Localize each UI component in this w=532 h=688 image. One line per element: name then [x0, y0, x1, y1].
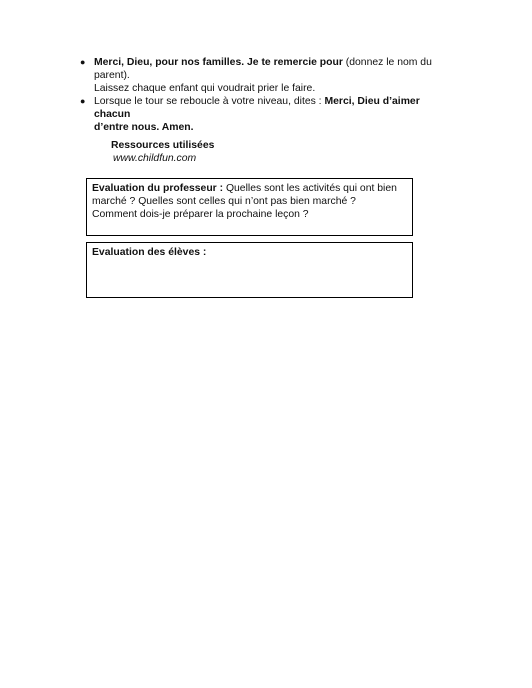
- resources-section: [111, 139, 214, 165]
- prayer-instruction: Laissez chaque enfant qui voudrait prier le faire.: [94, 83, 316, 94]
- list-item: [78, 56, 458, 95]
- list-item: [78, 95, 458, 134]
- prayer-text-bold: Merci, Dieu d’aimer chacun: [94, 96, 420, 120]
- prayer-instruction: Lorsque le tour se reboucle à votre niveau, dites :: [94, 96, 325, 107]
- student-evaluation-label: Evaluation des élèves :: [92, 247, 207, 258]
- resources-link: www.childfun.com: [113, 153, 197, 164]
- prayer-text-bold: d’entre nous. Amen.: [94, 122, 194, 133]
- teacher-evaluation-label: Evaluation du professeur :: [92, 183, 224, 194]
- resources-title: Ressources utilisées: [111, 140, 215, 151]
- student-evaluation-box: [86, 242, 413, 298]
- prayer-text-bold: Merci, Dieu, pour nos familles. Je te remercie pour: [94, 57, 343, 68]
- teacher-evaluation-question: marché ? Quelles sont celles qui n’ont pas bien marché ?: [92, 196, 356, 207]
- bullet-icon: ●: [80, 57, 86, 67]
- teacher-evaluation-question: Comment dois-je préparer la prochaine leçon ?: [92, 209, 309, 220]
- teacher-evaluation-question: Quelles sont les activités qui ont bien: [223, 183, 397, 194]
- teacher-evaluation-line-1: [92, 182, 407, 195]
- prayer-text-note: (donnez le nom du parent).: [94, 57, 432, 81]
- prayer-bullet-list: [78, 56, 458, 134]
- bullet-icon: ●: [80, 96, 86, 106]
- teacher-evaluation-box: [86, 178, 413, 236]
